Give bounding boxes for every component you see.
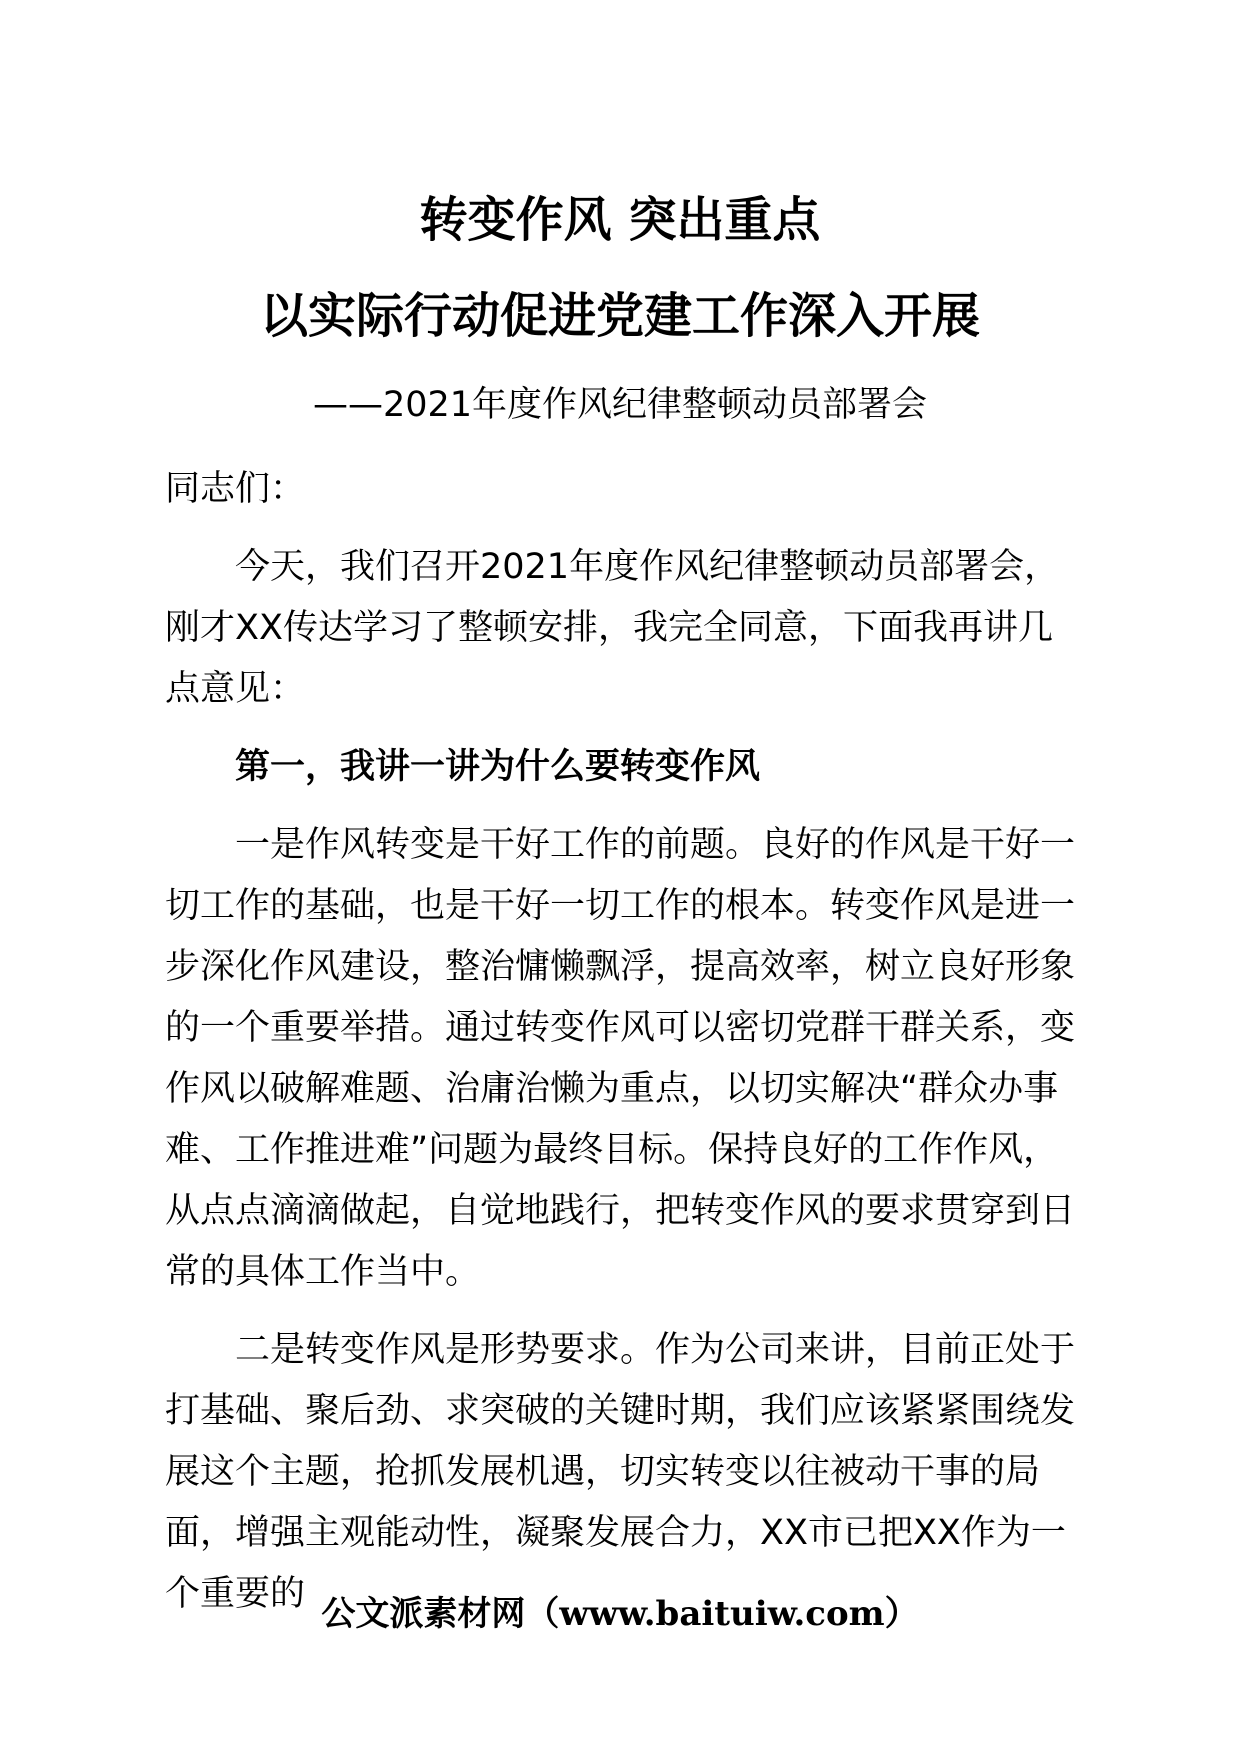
intro-paragraph: 今天，我们召开2021年度作风纪律整顿动员部署会，刚才XX传达学习了整顿安排，我完全同意，下面我再讲几点意见： xyxy=(165,547,1060,709)
salutation: 同志们： xyxy=(165,469,306,509)
section-1-paragraph-1: 一是作风转变是干好工作的前题。良好的作风是干好一切工作的基础，也是干好一切工作的根本。转变作风是进一步深化作风建设，整治慵懒飘浮，提高效率，树立良好形象的一个重要举措。通过转变作风可以密切党群干群关系，变作风以破解难题、治庸治懒为重点，以切实解决“群众办事难、工作推进难”问题为最终目标。保持良好的工作作风，从点点滴滴做起，自觉地践行，把转变作风的要求贯穿到日常的具体工作当中。 xyxy=(165,825,1076,1292)
footer-watermark: 公文派素材网（www.baituiw.com） xyxy=(321,1594,919,1634)
document-title-line-2: 以实际行动促进党建工作深入开展 xyxy=(259,288,980,344)
section-1-paragraph-2: 二是转变作风是形势要求。作为公司来讲，目前正处于打基础、聚后劲、求突破的关键时期，我们应该紧紧围绕发展这个主题，抢抓发展机遇，切实转变以往被动干事的局面，增强主观能动性，凝聚发展合力，XX市已把XX作为一个重要的 xyxy=(165,1330,1076,1614)
document-subtitle: ——2021年度作风纪律整顿动员部署会 xyxy=(312,385,928,425)
document-body xyxy=(165,459,1075,1642)
document-title-line-1: 转变作风 突出重点 xyxy=(419,192,821,248)
section-1-heading: 第一，我讲一讲为什么要转变作风 xyxy=(235,747,761,787)
